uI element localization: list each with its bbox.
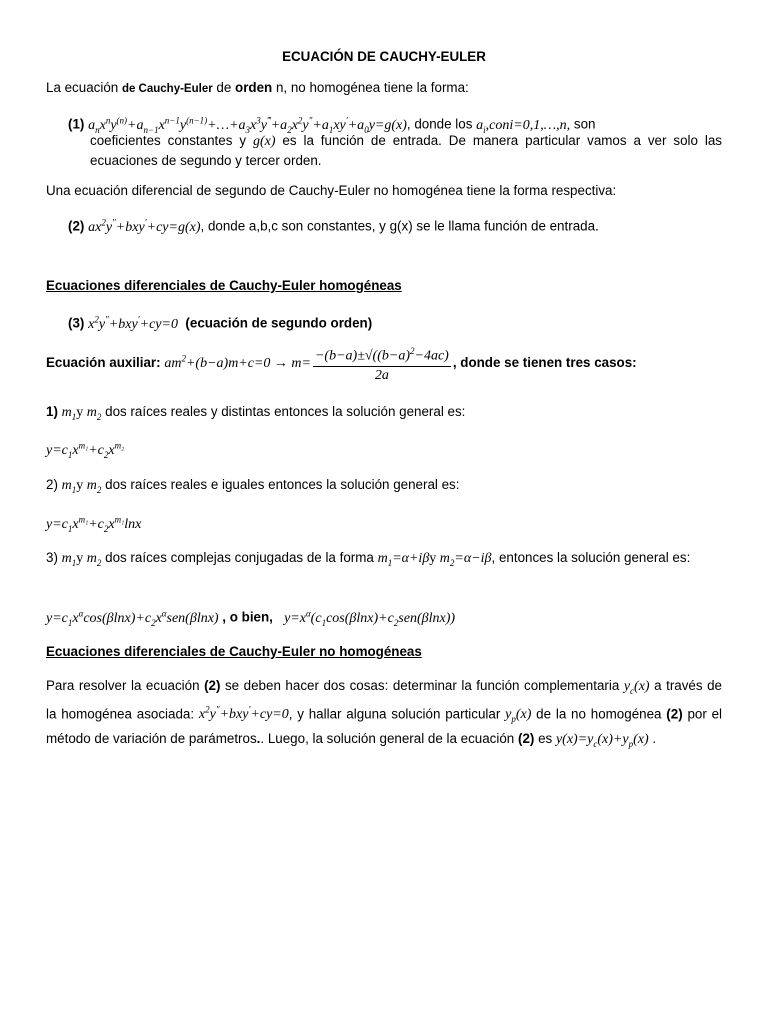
case-3-text: 3) $m_1y$ $m_2$ dos raíces complejas conjugadas de la forma $m_1=\alpha+i\beta y$ $m_2=\alpha-i\beta$, entonces la solución general es: [46,550,691,568]
heading-nonhomogeneous: Ecuaciones diferenciales de Cauchy-Euler no homogéneas [46,644,422,659]
heading-homogeneous: Ecuaciones diferenciales de Cauchy-Euler homogéneas [46,278,402,293]
equation-3-line: (3) $x^2y''+bxy'+cy=0$ (ecuación de segundo orden) [68,314,373,332]
intro-paragraph: La ecuación de Cauchy-Euler de orden n, no homogénea tiene la forma: [46,80,469,95]
case-3-solution: $y=c_1x^\alpha\cos(\beta\ln x)+c_2x^\alpha sen(\beta\ln x)$ , o bien, $y=x^\alpha(c_1\cos(\beta\ln x)+c_2sen(\beta\ln x))$ [46,608,456,628]
paragraph-second-order: Una ecuación diferencial de segundo de Cauchy-Euler no homogénea tiene la forma respectiva: [46,183,617,198]
equation-1-line: (1) $a_nx^ny^{(n)}+a_{n-1}x^{n-1}y^{(n-1)}+\dots+a_3x^3y^‴+a_2x^2y''+a_1xy'+a_0y=g(x)$, donde los $a_i,coni=0,1,\dots,n$, son [68,115,596,135]
case-2-text: 2) $m_1y$ $m_2$ dos raíces reales e iguales entonces la solución general es: [46,477,460,495]
final-paragraph: Para resolver la ecuación (2) se deben hacer dos cosas: determinar la función complementaria $y_c(x)$ a través de la homogénea asociada: $x^2y''+bxy'+cy=0$, y hallar alguna solución particular $y_p(x)$ de la no homogénea (2) por el método de variación de parámetros.. Luego, la solución general de la ecuación (2) es $y(x)=y_c(x)+y_p(x)$ . [46,678,723,750]
case-2-solution: $y=c_1x^{m_1}+c_2x^{m_1}\ln x$ [46,514,142,534]
equation-2-line: (2) $ax^2y''+bxy'+cy=g(x)$, donde a,b,c son constantes, y g(x) se le llama función de entrada. [68,217,599,235]
equation-1-desc: coeficientes constantes y g(x) es la función de entrada. De manera particular vamos a ver solo las ecuaciones de segundo y tercer orden. [90,133,722,168]
doc-title: ECUACIÓN DE CAUCHY-EULER [282,49,486,64]
case-1-text: 1) $m_1y$ $m_2$ dos raíces reales y distintas entonces la solución general es: [46,404,466,422]
auxiliary-equation-line: Ecuación auxiliar: $am^2+(b-a)m+c=0 \to m=$ $\frac{-(b-a)\pm√((b-a)^2-4ac)}{2a}$ , donde se tienen tres casos: [46,342,722,385]
case-1-solution: $y=c_1x^{m_1}+c_2x^{m_2}$ [46,440,125,460]
